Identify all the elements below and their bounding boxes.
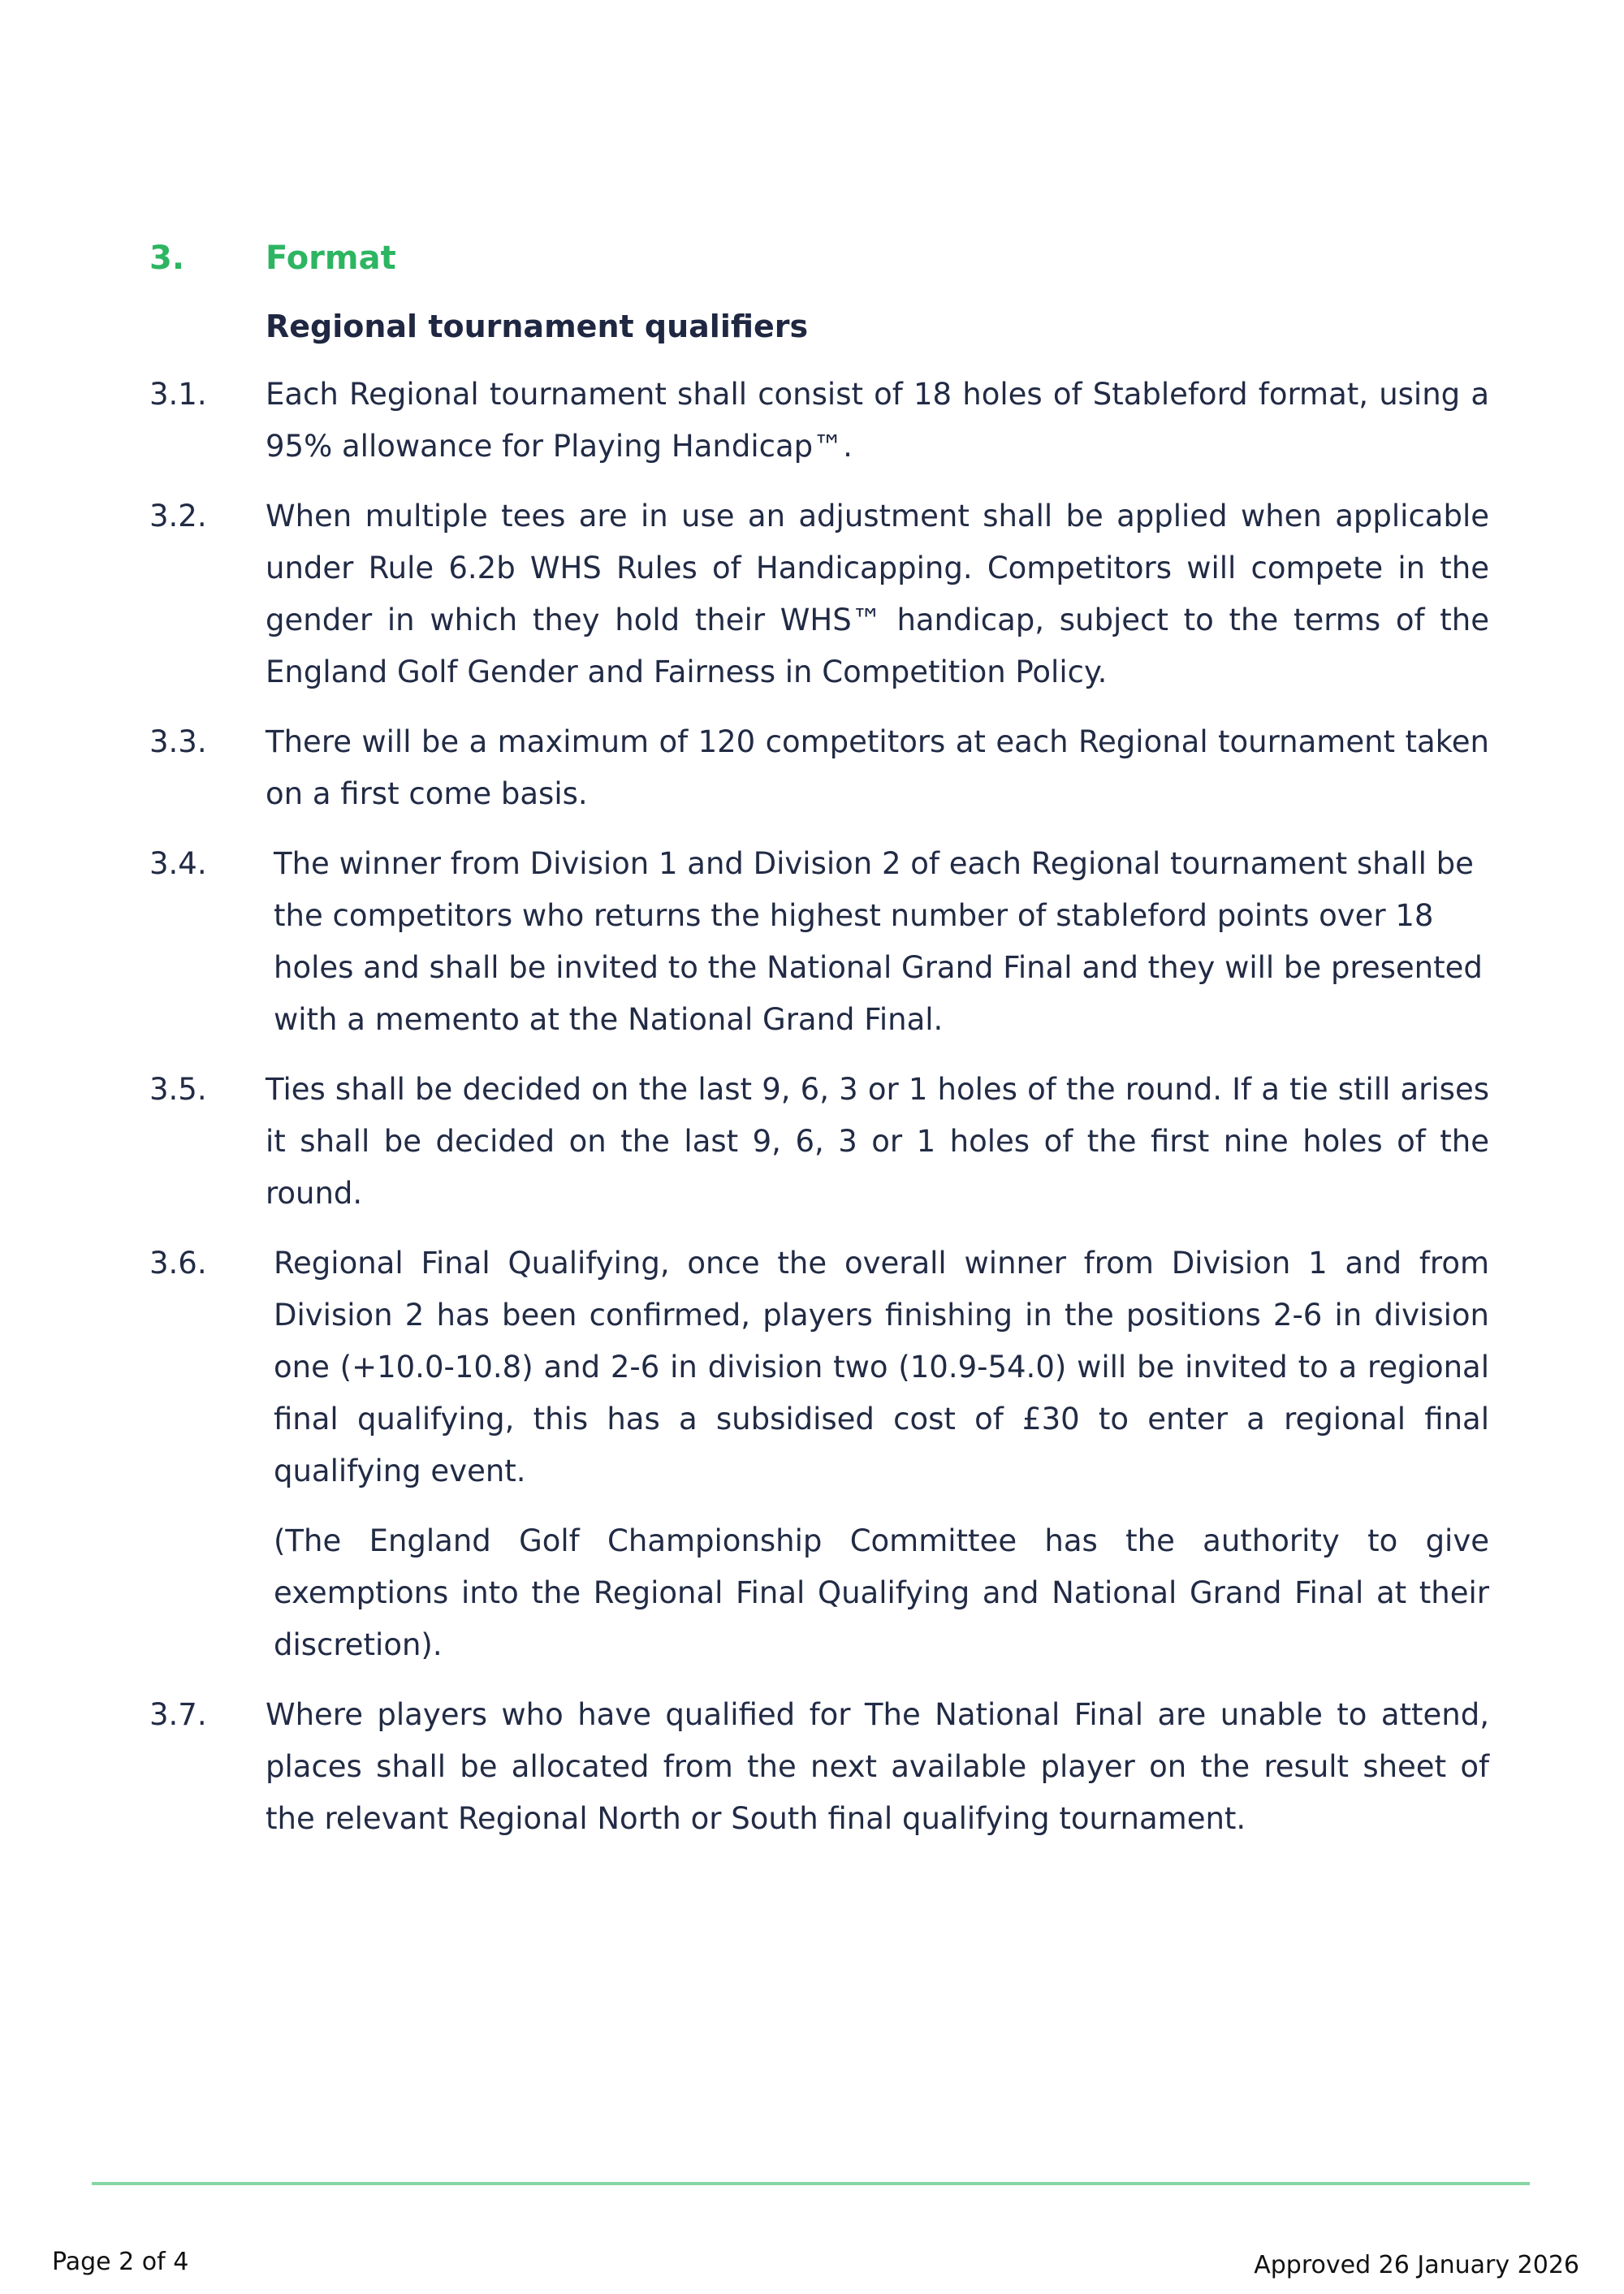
clause-text: When multiple tees are in use an adjustment shall be applied when applicable under Rule 6.2b WHS Rules of Handicapping. Competitors will compete in the gender in which they hold their WHS™ handicap, subject to the terms of the England Golf Gender and Fairness in Competition Policy. xyxy=(266,499,1489,689)
clause-text: The winner from Division 1 and Division 2 of each Regional tournament shall be the competitors who returns the highest number of stableford points over 18 holes and shall be invited to the National Grand Final and they will be presented with a memento at the National Grand Final. xyxy=(274,846,1483,1037)
clause-3-6 xyxy=(149,1238,1489,1497)
clause-3-5 xyxy=(149,1064,1489,1220)
clause-number: 3.4. xyxy=(149,846,207,881)
clause-number: 3.1. xyxy=(149,377,207,412)
clause-number xyxy=(149,1515,266,1671)
page-number: Page 2 of 4 xyxy=(52,2248,189,2276)
clause-number: 3.2. xyxy=(149,499,207,534)
subsection-title: Regional tournament qualifiers xyxy=(266,309,809,344)
section-number: 3. xyxy=(149,240,185,277)
clause-3-3 xyxy=(149,716,1489,820)
clause-3-6-note xyxy=(149,1515,1489,1671)
clause-text: Each Regional tournament shall consist of 18 holes of Stableford format, using a 95% allowance for Playing Handicap™. xyxy=(266,377,1489,464)
clause-text: (The England Golf Championship Committee has the authority to give exemptions into the Regional Final Qualifying and National Grand Final at their discretion). xyxy=(274,1523,1489,1662)
clause-number: 3.3. xyxy=(149,724,207,759)
clause-3-1 xyxy=(149,369,1489,473)
footer-divider xyxy=(92,2182,1530,2185)
clause-number: 3.5. xyxy=(149,1072,207,1107)
clause-text: There will be a maximum of 120 competitors at each Regional tournament taken on a first come basis. xyxy=(266,724,1489,811)
document-body xyxy=(149,232,1489,1863)
section-heading xyxy=(149,232,1489,284)
subsection-heading xyxy=(149,300,1489,352)
clause-text: Ties shall be decided on the last 9, 6, 3 or 1 holes of the round. If a tie still arises it shall be decided on the last 9, 6, 3 or 1 holes of the first nine holes of the round. xyxy=(266,1072,1489,1211)
clause-text: Where players who have qualified for The National Final are unable to attend, places shall be allocated from the next available player on the result sheet of the relevant Regional North or South final qualifying tournament. xyxy=(266,1697,1489,1836)
clause-3-2 xyxy=(149,490,1489,698)
clause-3-7 xyxy=(149,1689,1489,1845)
section-title: Format xyxy=(266,240,396,277)
clause-text: Regional Final Qualifying, once the overall winner from Division 1 and from Division 2 has been confirmed, players finishing in the positions 2-6 in division one (+10.0-10.8) and 2-6 in division two (10.9-54.0) will be invited to a regional final qualifying, this has a subsidised cost of £30 to enter a regional final qualifying event. xyxy=(274,1246,1489,1488)
clause-number: 3.6. xyxy=(149,1246,207,1281)
clause-number: 3.7. xyxy=(149,1697,207,1732)
clause-3-4 xyxy=(149,838,1489,1046)
approval-date: Approved 26 January 2026 xyxy=(1254,2251,1579,2279)
